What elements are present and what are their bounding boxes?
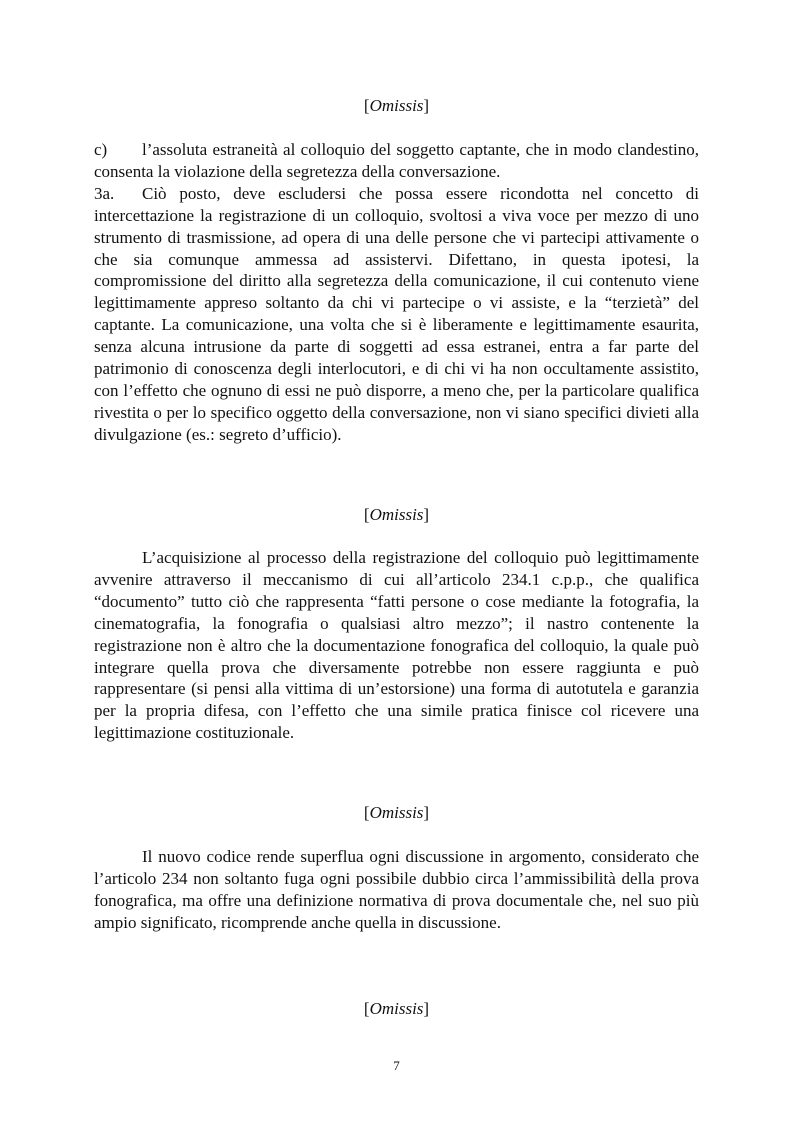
omissis-word: Omissis: [369, 96, 424, 115]
omissis-heading-3: [0, 802, 793, 824]
section-2: [94, 547, 699, 744]
bracket-open: [: [363, 999, 370, 1018]
item-3a-label: 3a.: [94, 183, 115, 203]
section-3-paragraph: Il nuovo codice rende superflua ogni discussione in argomento, considerato che l’articolo 234 non soltanto fuga ogni possibile dubbio circa l’ammissibilità della prova fonografica, ma offre una definizione normativa di prova documentale che, nel suo più ampio significato, ricomprende anche quella in discussione.: [94, 847, 699, 932]
bracket-open: [: [363, 96, 370, 115]
bracket-close: ]: [423, 96, 430, 115]
omissis-heading-2: [0, 504, 793, 526]
section-1: [94, 139, 699, 446]
item-c-text: l’assoluta estraneità al colloquio del soggetto captante, che in modo clandestino, consenta la violazione della segretezza della conversazione.: [94, 140, 699, 181]
omissis-word: Omissis: [369, 999, 424, 1018]
bracket-close: ]: [423, 803, 430, 822]
item-c-paragraph: [94, 139, 699, 183]
bracket-open: [: [363, 505, 370, 524]
omissis-heading-1: [0, 95, 793, 117]
bracket-open: [: [363, 803, 370, 822]
section-3: [94, 846, 699, 934]
bracket-close: ]: [423, 999, 430, 1018]
item-3a-text: Ciò posto, deve escludersi che possa essere ricondotta nel concetto di intercettazione la registrazione di un colloquio, svoltosi a viva voce per mezzo di uno strumento di trasmissione, ad opera di una delle persone che vi partecipi attivamente o che sia comunque ammessa ad assistervi. Difettano, in questa ipotesi, la compromissione del diritto alla segretezza della comunicazione, il cui contenuto viene legittimamente appreso soltanto da chi vi partecipe o vi assiste, e la “terzietà” del captante. La comunicazione, una volta che si è liberamente e legittimamente esaurita, senza alcuna intrusione da parte di soggetti ad essa estranei, entra a far parte del patrimonio di conoscenza degli interlocutori, e di chi vi ha non occultamente assistito, con l’effetto che ognuno di essi ne può disporre, a meno che, per la particolare qualifica rivestita o per lo specifico oggetto della conversazione, non vi siano specifici divieti alla divulgazione (es.: segreto d’ufficio).: [94, 183, 699, 444]
item-3a-paragraph: [94, 183, 699, 446]
bracket-close: ]: [423, 505, 430, 524]
omissis-word: Omissis: [369, 505, 424, 524]
page-number: 7: [393, 1058, 400, 1073]
omissis-heading-4: [0, 998, 793, 1020]
omissis-word: Omissis: [369, 803, 424, 822]
item-c-label: c): [94, 140, 108, 159]
section-2-paragraph: L’acquisizione al processo della registrazione del colloquio può legittimamente avvenire attraverso il meccanismo di cui all’articolo 234.1 c.p.p., che qualifica “documento” tutto ciò che rappresenta “fatti persone o cose mediante la fotografia, la cinematografia, la fonografia o qualsiasi altro mezzo”; il nastro contenente la registrazione non è altro che la documentazione fonografica del colloquio, la quale può integrare quella prova che diversamente potrebbe non essere raggiunta e può rappresentare (si pensi alla vittima di un’estorsione) una forma di autotutela e garanzia per la propria difesa, con l’effetto che una simile pratica finisce col ricevere una legittimazione costituzionale.: [94, 548, 699, 743]
